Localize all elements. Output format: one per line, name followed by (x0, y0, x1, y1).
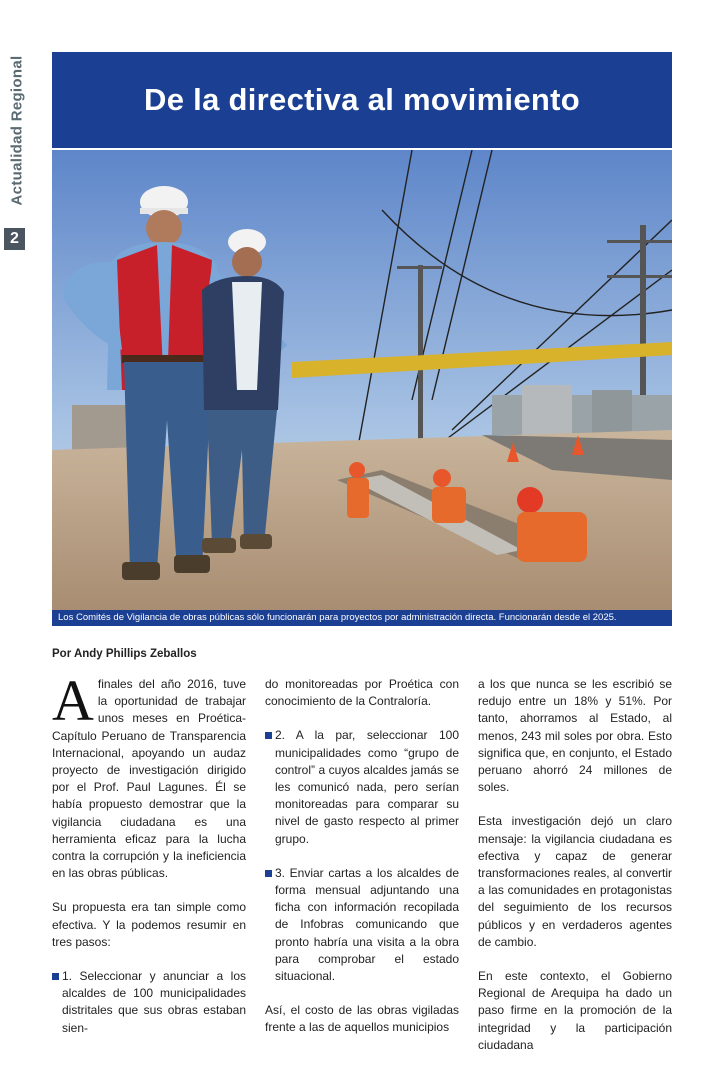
section-label (4, 52, 26, 212)
article-column-1 (52, 668, 246, 1054)
bullet-item: 2. A la par, seleccionar 100 municipalidades como “grupo de control” a cuyos alcaldes jamás se les comunicó nada, pero serían monitoreadas para comparar su nivel de gasto respecto al primer grupo. (265, 727, 459, 847)
bullet-square-icon (265, 732, 272, 739)
photo-caption: Los Comités de Vigilancia de obras públicas sólo funcionarán para proyectos por administración directa. Funcionarán desde el 2025. (52, 610, 672, 626)
article-photo (52, 150, 672, 610)
paragraph: do monitoreadas por Proética con conocimiento de la Contraloría. (265, 677, 459, 709)
paragraph: a los que nunca se les escribió se redujo entre un 18% y 51%. Por tanto, ahorramos al Estado, al menos, 243 mil soles por obra. Esto significa que, en conjunto, el Estado peruano ahorró 24 millones de soles. (478, 677, 672, 795)
drop-cap: A (52, 668, 94, 733)
paragraph: En este contexto, el Gobierno Regional de Arequipa ha dado un paso firme en la promoción de la integridad y la participación ciudadana (478, 969, 672, 1052)
article-title: De la directiva al movimiento (144, 82, 580, 117)
article-column-2 (265, 676, 459, 1054)
paragraph: Así, el costo de las obras vigiladas frente a las de aquellos municipios (265, 1003, 459, 1035)
byline: Por Andy Phillips Zeballos (52, 648, 197, 660)
title-banner (52, 52, 672, 148)
section-label-text: Actualidad Regional (8, 55, 26, 206)
article-column-3 (478, 676, 672, 1071)
bullet-item: 3. Enviar cartas a los alcaldes de forma mensual adjuntando una ficha con información recopilada de Infobras comunicando que pronto habría una visita a la obra para comprobar el estado situacional. (265, 865, 459, 985)
page-number: 2 (4, 228, 25, 250)
paragraph: Su propuesta era tan simple como efectiva. Y la podemos resumir en tres pasos: (52, 900, 246, 949)
bullet-item: 1. Seleccionar y anunciar a los alcaldes de 100 municipalidades distritales que sus obras estaban sien- (52, 968, 246, 1037)
bullet-square-icon (52, 973, 59, 980)
paragraph: Afinales del año 2016, tuve la oportunidad de trabajar unos meses en Proética-Capítulo Peruano de Transparencia Internacional, apoyando un audaz proyecto de investigación dirigido por el Prof. Paul Lagunes. Él se había propuesto demostrar que la vigilancia ciudadana es una herramienta eficaz para la lucha contra la corrupción y la ineficiencia en las obras públicas. (52, 668, 246, 881)
bullet-square-icon (265, 870, 272, 877)
paragraph: Esta investigación dejó un claro mensaje: la vigilancia ciudadana es efectiva y capaz de generar transformaciones reales, al convertir a las comunidades en protagonistas del seguimiento de los recursos públicos y en verdaderos agentes de cambio. (478, 814, 672, 949)
